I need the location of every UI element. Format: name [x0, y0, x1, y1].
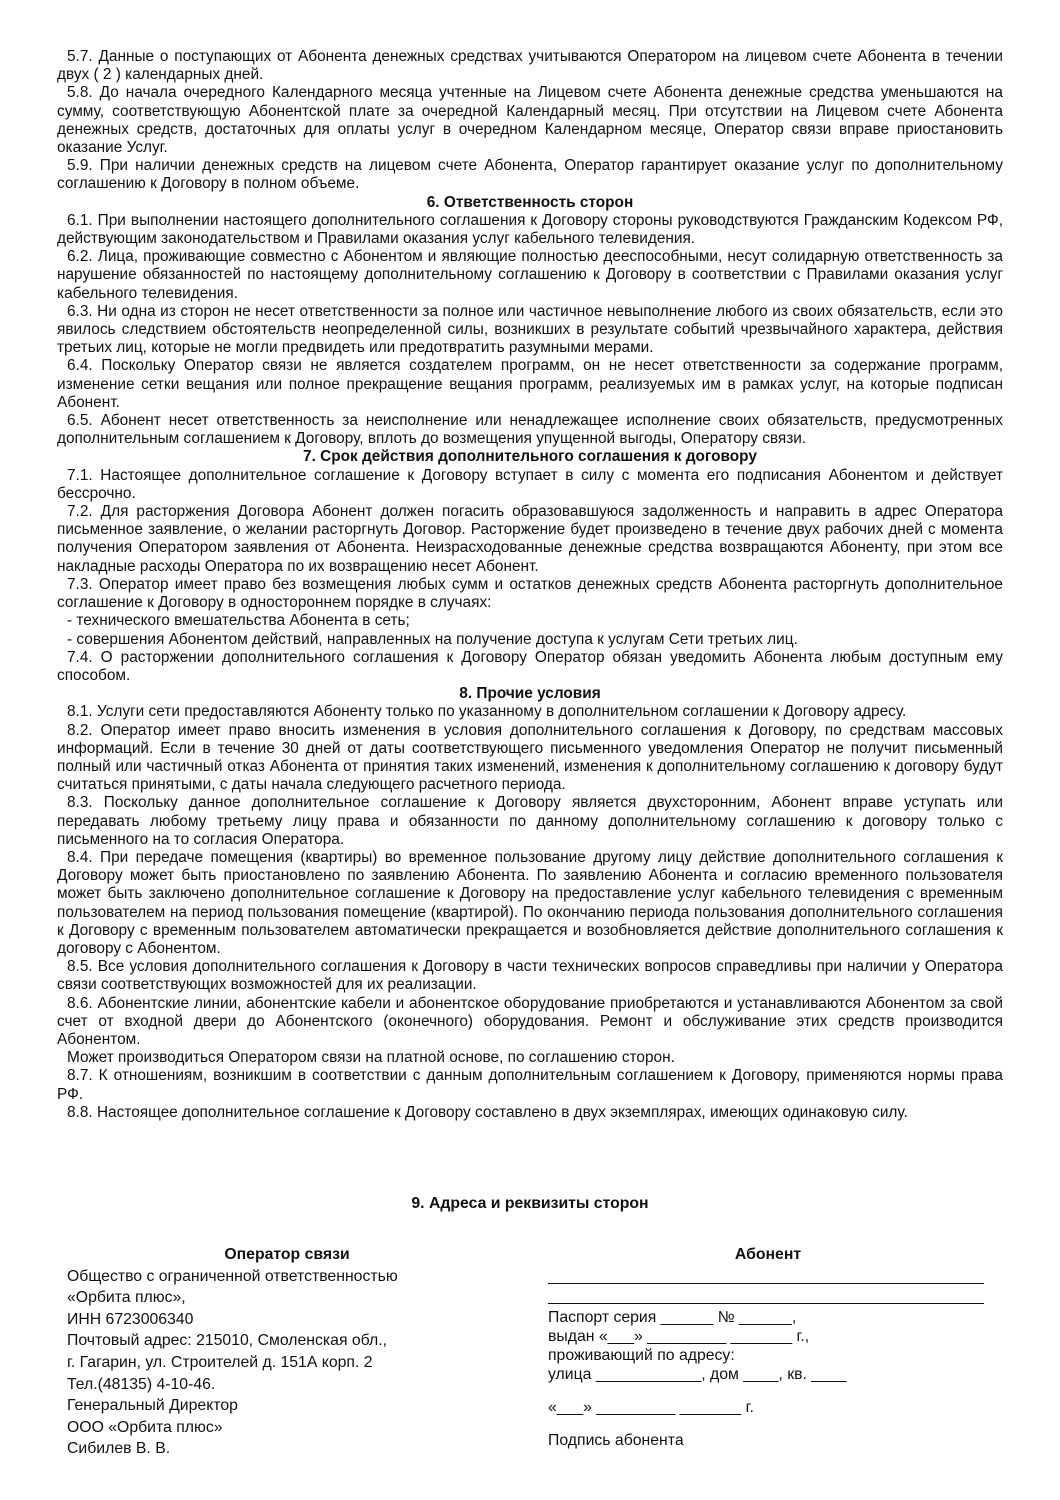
clause-paragraph: - совершения Абонентом действий, направленных на получение доступа к услугам Сети третьих лиц.	[67, 630, 798, 648]
operator-line: Тел.(48135) 4-10-46.	[67, 1375, 216, 1393]
operator-line: ООО «Орбита плюс»	[67, 1418, 223, 1436]
residing-label: проживающий по адресу:	[548, 1346, 735, 1364]
operator-line: ИНН 6723006340	[67, 1310, 194, 1328]
clause-paragraph: - технического вмешательства Абонента в сеть;	[67, 612, 410, 630]
operator-title: Оператор связи	[224, 1246, 350, 1263]
abonent-block	[548, 1244, 988, 1450]
clause-paragraph: 8.7. К отношениям, возникшим в соответствии с данным дополнительным соглашением к Договору, применяются нормы права РФ.	[57, 1067, 1003, 1103]
abonent-title: Абонент	[734, 1246, 802, 1263]
clause-paragraph: 8.4. При передаче помещения (квартиры) во временное пользование другому лицу действие дополнительного соглашения к Договору может быть приостановлено по заявлению Абонента. По заявлению Абонента и согласию временного пользователя может быть заключено дополнительное соглашение к Договору на предоставление услуг кабельного телевидения с временным пользователем на период пользования помещение (квартирой). По окончанию периода пользования дополнительного соглашения к Договору с временным пользователем автоматически прекращается и возобновляется действие дополнительного соглашения к договору с Абонентом.	[57, 848, 1003, 957]
clause-paragraph: 8.5. Все условия дополнительного соглашения к Договору в части технических вопросов справедливы при наличии у Оператора связи соответствующих возможностей для их реализации.	[57, 958, 1003, 994]
clause-paragraph: 8.3. Поскольку данное дополнительное соглашение к Договору является двухсторонним, Абонент вправе уступать или передавать любому третьему лицу права и обязанности по данному дополнительному соглашению к договору только с письменного на то согласия Оператора.	[57, 794, 1003, 848]
operator-line: Почтовый адрес: 215010, Смоленская обл.,	[67, 1332, 388, 1350]
clause-paragraph: 5.7. Данные о поступающих от Абонента денежных средствах учитываются Оператором на лицевом счете Абонента в течении двух ( 2 ) календарных дней.	[57, 48, 1003, 84]
clause-paragraph: 5.9. При наличии денежных средств на лицевом счете Абонента, Оператор гарантирует оказание услуг по дополнительному соглашению к Договору в полном объеме.	[57, 157, 1003, 193]
section-heading: 8. Прочие условия	[459, 685, 601, 703]
address-field: улица ____________, дом ____, кв. ____	[548, 1365, 847, 1383]
clause-paragraph: 5.8. До начала очередного Календарного месяца учтенные на Лицевом счете Абонента денежные средства уменьшаются на сумму, соответствующую Абонентской плате за очередной Календарный месяц. При отсутствии на Лицевом счете Абонента денежных средств, достаточных для оплаты услуг в очередном Календарном месяце, Оператор связи вправе приостановить оказание Услуг.	[57, 84, 1003, 157]
contract-body	[57, 48, 1003, 1122]
issued-field: выдан «___» _________ _______ г.,	[548, 1327, 810, 1345]
passport-field: Паспорт серия ______ № ______,	[548, 1308, 797, 1326]
clause-paragraph: 7.2. Для расторжения Договора Абонент должен погасить образовавшуюся задолженность и направить в адрес Оператора письменное заявление, о желании расторгнуть Договор. Расторжение будет произведено в течение двух рабочих дней с момента получения Оператором заявления от Абонента. Неизрасходованные денежные средства возвращаются Абоненту, при этом все накладные расходы Оператора по их возвращению несет Абонент.	[57, 503, 1003, 575]
operator-line: Генеральный Директор	[67, 1397, 238, 1415]
clause-paragraph: 6.2. Лица, проживающие совместно с Абонентом и являющие полностью дееспособными, несут солидарную ответственность за нарушение обязанностей по настоящему дополнительному соглашению к Договору в соответствии с Правилами оказания услуг кабельного телевидения.	[57, 248, 1003, 302]
operator-block	[67, 1244, 507, 1460]
clause-paragraph: 6.4. Поскольку Оператор связи не является создателем программ, он не несет ответственности за содержание программ, изменение сетки вещания или полное прекращение вещания программ, реализуемых им в рамках услуг, на которые подписан Абонент.	[57, 357, 1003, 411]
clause-paragraph: Может производиться Оператором связи на платной основе, по соглашению сторон.	[67, 1049, 675, 1067]
operator-line: «Орбита плюс»,	[67, 1289, 186, 1307]
clause-paragraph: 6.5. Абонент несет ответственность за неисполнение или ненадлежащее исполнение своих обязательств, предусмотренных дополнительным соглашением к Договору, вплоть до возмещения упущенной выгоды, Оператору связи.	[57, 412, 1003, 448]
clause-paragraph: 7.1. Настоящее дополнительное соглашение к Договору вступает в силу с момента его подписания Абонентом и действует бессрочно.	[57, 466, 1003, 502]
section-heading: 6. Ответственность сторон	[426, 193, 634, 211]
clause-paragraph: 6.3. Ни одна из сторон не несет ответственности за полное или частичное невыполнение любого из своих обязательств, если это явилось следствием обстоятельств неопределенной силы, возникших в результате событий чрезвычайного характера, действия третьих лиц, которые не могли предвидеть или предотвратить разумными мерами.	[57, 302, 1003, 357]
operator-line: Общество с ограниченной ответственностью	[67, 1267, 398, 1285]
clause-paragraph: 6.1. При выполнении настоящего дополнительного соглашения к Договору стороны руководствуются Гражданским Кодексом РФ, действующим законодательством и Правилами оказания услуг кабельного телевидения.	[57, 211, 1003, 248]
clause-paragraph: 8.2. Оператор имеет право вносить изменения в условия дополнительного соглашения к Договору, по средствам массовых информаций. Если в течение 30 дней от даты соответствующего письменного уведомления Оператор не получит письменный полный или частичный отказ Абонента от принятия таких изменений, изменения к дополнительному соглашению к договору будут считаться принятыми, с даты начала следующего расчетного периода.	[57, 721, 1003, 794]
operator-line: Сибилев В. В.	[67, 1440, 171, 1458]
date-field: «___» _________ _______ г.	[548, 1398, 754, 1416]
clause-paragraph: 7.4. О расторжении дополнительного соглашения к Договору Оператор обязан уведомить Абонента любым доступным ему способом.	[57, 648, 1003, 684]
operator-line: г. Гагарин, ул. Строителей д. 151А корп. 2	[67, 1353, 373, 1371]
section-9-title: 9. Адреса и реквизиты сторон	[411, 1195, 649, 1212]
abonent-name-line	[548, 1268, 984, 1284]
section-heading: 7. Срок действия дополнительного соглашения к договору	[303, 448, 757, 466]
clause-paragraph: 8.1. Услуги сети предоставляются Абоненту только по указанному в дополнительном соглашении к Договору адресу.	[67, 703, 907, 721]
clause-paragraph: 8.8. Настоящее дополнительное соглашение к Договору составлено в двух экземплярах, имеющих одинаковую силу.	[67, 1103, 908, 1121]
signature-label: Подпись абонента	[548, 1431, 684, 1449]
abonent-name-line-2	[548, 1288, 984, 1304]
clause-paragraph: 8.6. Абонентские линии, абонентские кабели и абонентское оборудование приобретаются и устанавливаются Абонентом за свой счет от входной двери до Абонентского (оконечного) оборудования. Ремонт и обслуживание этих средств производится Абонентом.	[57, 994, 1003, 1048]
clause-paragraph: 7.3. Оператор имеет право без возмещения любых сумм и остатков денежных средств Абонента расторгнуть дополнительное соглашение к Договору в одностороннем порядке в случаях:	[57, 575, 1003, 612]
